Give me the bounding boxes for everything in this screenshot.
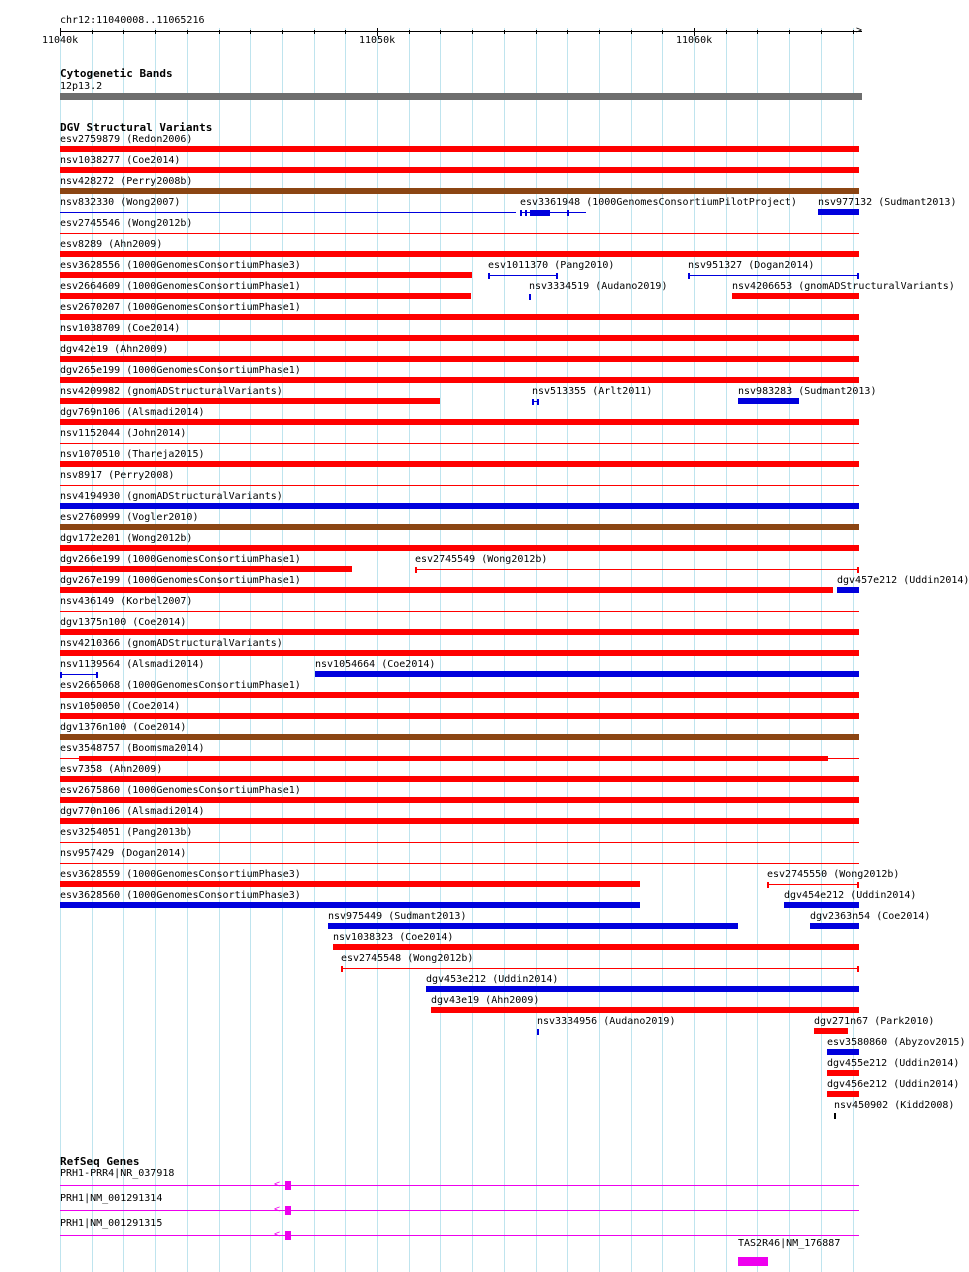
variant-label[interactable]: dgv770n106 (Alsmadi2014) (60, 806, 205, 817)
variant-label[interactable]: nsv983283 (Sudmant2013) (738, 386, 877, 397)
variant-label[interactable]: nsv977132 (Sudmant2013) (818, 197, 957, 208)
gene-label[interactable]: PRH1|NM_001291314 (60, 1193, 163, 1204)
variant-label[interactable]: dgv456e212 (Uddin2014) (827, 1079, 960, 1090)
gene-label[interactable]: PRH1|NM_001291315 (60, 1218, 163, 1229)
variant-label[interactable]: nsv1050050 (Coe2014) (60, 701, 181, 712)
variant-label[interactable]: dgv769n106 (Alsmadi2014) (60, 407, 205, 418)
variant-label[interactable]: nsv4210366 (gnomADStructuralVariants) (60, 638, 283, 649)
variant-bar[interactable] (60, 419, 859, 425)
ruler-tick (409, 30, 410, 34)
variant-label[interactable]: esv3580860 (Abyzov2015) (827, 1037, 966, 1048)
variant-bar[interactable] (60, 314, 859, 320)
variant-exon (567, 210, 569, 216)
variant-end-mark (857, 567, 859, 573)
variant-label[interactable]: dgv1376n100 (Coe2014) (60, 722, 187, 733)
variant-label[interactable]: nsv4194930 (gnomADStructuralVariants) (60, 491, 283, 502)
variant-label[interactable]: esv2759879 (Redon2006) (60, 134, 193, 145)
variant-line[interactable] (60, 842, 859, 843)
refseq-track-title: RefSeq Genes (60, 1155, 140, 1168)
ruler-axis (60, 31, 862, 32)
variant-bar[interactable] (818, 209, 859, 215)
strand-arrow: < (274, 1179, 281, 1190)
variant-bar[interactable] (315, 671, 859, 677)
variant-bar[interactable] (60, 251, 859, 257)
variant-label[interactable]: nsv1070510 (Thareja2015) (60, 449, 205, 460)
variant-label[interactable]: nsv1038323 (Coe2014) (333, 932, 454, 943)
variant-bar[interactable] (60, 335, 859, 341)
variant-label[interactable]: esv2745550 (Wong2012b) (767, 869, 900, 880)
ruler-tick (599, 30, 600, 34)
variant-bar[interactable] (60, 146, 859, 152)
variant-bar[interactable] (60, 566, 352, 572)
variant-bar[interactable] (60, 398, 440, 404)
variant-label[interactable]: esv2675860 (1000GenomesConsortiumPhase1) (60, 785, 301, 796)
variant-label[interactable]: nsv513355 (Arlt2011) (532, 386, 653, 397)
variant-label[interactable]: esv3548757 (Boomsma2014) (60, 743, 205, 754)
variant-line[interactable] (60, 233, 859, 234)
gene-intron-line[interactable] (60, 1185, 859, 1186)
variant-bar[interactable] (529, 294, 531, 300)
variant-label[interactable]: nsv1038277 (Coe2014) (60, 155, 181, 166)
variant-label[interactable]: dgv265e199 (1000GenomesConsortiumPhase1) (60, 365, 301, 376)
variant-line[interactable] (60, 443, 859, 444)
variant-label[interactable]: esv2745549 (Wong2012b) (415, 554, 548, 565)
cytoband-track-title: Cytogenetic Bands (60, 67, 173, 80)
ruler-tick (314, 30, 315, 34)
variant-label[interactable]: nsv4206653 (gnomADStructuralVariants) (732, 281, 955, 292)
variant-bar[interactable] (814, 1028, 848, 1034)
variant-bar[interactable] (834, 1113, 836, 1119)
variant-label[interactable]: nsv957429 (Dogan2014) (60, 848, 187, 859)
variant-end-mark (60, 672, 62, 678)
variant-line[interactable] (60, 863, 859, 864)
variant-bar[interactable] (60, 692, 859, 698)
variant-label[interactable]: esv3361948 (1000GenomesConsortiumPilotProject) (520, 197, 797, 208)
ruler-tick (472, 30, 473, 34)
region-label: chr12:11040008..11065216 (60, 15, 205, 26)
variant-label[interactable]: esv2760999 (Vogler2010) (60, 512, 199, 523)
variant-bar[interactable] (79, 756, 828, 761)
variant-label[interactable]: nsv951327 (Dogan2014) (688, 260, 815, 271)
ruler-tick (123, 30, 124, 34)
ruler-tick (757, 30, 758, 34)
variant-end-mark (857, 966, 859, 972)
variant-bar[interactable] (431, 1007, 859, 1013)
variant-end-mark (341, 966, 343, 972)
variant-label[interactable]: nsv450902 (Kidd2008) (834, 1100, 955, 1111)
ruler-tick (155, 30, 156, 34)
variant-end-mark (415, 567, 417, 573)
variant-end-mark (857, 882, 859, 888)
variant-label[interactable]: dgv267e199 (1000GenomesConsortiumPhase1) (60, 575, 301, 586)
ruler-tick (440, 30, 441, 34)
gene-intron-line[interactable] (60, 1210, 859, 1211)
variant-label[interactable]: nsv1038709 (Coe2014) (60, 323, 181, 334)
variant-label[interactable]: nsv8917 (Perry2008) (60, 470, 175, 481)
variant-bar[interactable] (60, 167, 859, 173)
variant-label[interactable]: esv7358 (Ahn2009) (60, 764, 163, 775)
ruler-tick (250, 30, 251, 34)
variant-bar[interactable] (60, 881, 640, 887)
variant-exon (525, 210, 527, 216)
variant-bar[interactable] (60, 587, 833, 593)
variant-bar[interactable] (837, 587, 859, 593)
variant-label[interactable]: dgv457e212 (Uddin2014) (837, 575, 969, 586)
variant-bar[interactable] (738, 398, 799, 404)
variant-line[interactable] (60, 212, 516, 213)
variant-label[interactable]: nsv1054664 (Coe2014) (315, 659, 436, 670)
variant-bar[interactable] (60, 797, 859, 803)
variant-bar[interactable] (60, 293, 471, 299)
variant-bar[interactable] (60, 629, 859, 635)
variant-label[interactable]: nsv975449 (Sudmant2013) (328, 911, 467, 922)
ruler-tick (567, 30, 568, 34)
variant-end-mark (556, 273, 558, 279)
variant-label[interactable]: dgv1375n100 (Coe2014) (60, 617, 187, 628)
ruler-tick (219, 30, 220, 34)
variant-bar[interactable] (60, 776, 859, 782)
variant-label[interactable]: nsv4209982 (gnomADStructuralVariants) (60, 386, 283, 397)
variant-bar[interactable] (784, 902, 859, 908)
ruler-tick (726, 30, 727, 34)
variant-end-mark (688, 273, 690, 279)
variant-label[interactable]: dgv454e212 (Uddin2014) (784, 890, 917, 901)
variant-bar[interactable] (60, 650, 859, 656)
variant-line[interactable] (60, 485, 859, 486)
variant-label[interactable]: dgv43e19 (Ahn2009) (431, 995, 540, 1006)
gene-exon[interactable] (285, 1181, 291, 1190)
variant-end-mark (537, 399, 539, 405)
variant-label[interactable]: nsv3334956 (Audano2019) (537, 1016, 676, 1027)
variant-line[interactable] (688, 275, 859, 276)
ruler-tick-label: 11050k (359, 35, 396, 46)
variant-label[interactable]: dgv2363n54 (Coe2014) (810, 911, 931, 922)
variant-line[interactable] (488, 275, 558, 276)
dgv-track-title: DGV Structural Variants (60, 121, 213, 134)
variant-line[interactable] (60, 611, 859, 612)
variant-bar[interactable] (60, 272, 472, 278)
variant-bar[interactable] (60, 503, 859, 509)
ruler-arrow: > (856, 25, 863, 36)
variant-label[interactable]: nsv1152044 (John2014) (60, 428, 187, 439)
variant-line[interactable] (415, 569, 859, 570)
ruler-tick (504, 30, 505, 34)
variant-bar[interactable] (732, 293, 859, 299)
ruler-tick (789, 30, 790, 34)
variant-bar[interactable] (333, 944, 859, 950)
variant-end-mark (767, 882, 769, 888)
variant-label[interactable]: dgv453e212 (Uddin2014) (426, 974, 559, 985)
ruler-tick (345, 30, 346, 34)
variant-bar[interactable] (537, 1029, 539, 1035)
gene-block[interactable] (738, 1257, 768, 1266)
variant-end-mark (488, 273, 490, 279)
variant-label[interactable]: esv2745546 (Wong2012b) (60, 218, 193, 229)
gene-label[interactable]: PRH1-PRR4|NR_037918 (60, 1168, 175, 1179)
variant-label[interactable]: esv2745548 (Wong2012b) (341, 953, 474, 964)
variant-bar[interactable] (60, 524, 859, 530)
variant-bar[interactable] (60, 377, 859, 383)
variant-label[interactable]: nsv428272 (Perry2008b) (60, 176, 193, 187)
variant-label[interactable]: esv3628559 (1000GenomesConsortiumPhase3) (60, 869, 301, 880)
ruler-tick (92, 30, 93, 34)
variant-bar[interactable] (426, 986, 859, 992)
variant-label[interactable]: dgv42e19 (Ahn2009) (60, 344, 169, 355)
ruler-tick (282, 30, 283, 34)
ruler-tick-label: 11060k (676, 35, 713, 46)
variant-line[interactable] (341, 968, 859, 969)
ruler-tick (631, 30, 632, 34)
ruler-tick (662, 30, 663, 34)
ruler-tick-label: 11040k (42, 35, 79, 46)
variant-bar[interactable] (810, 923, 859, 929)
variant-bar[interactable] (60, 713, 859, 719)
variant-label[interactable]: esv1011370 (Pang2010) (488, 260, 615, 271)
ruler-tick (536, 30, 537, 34)
variant-end-mark (532, 399, 534, 405)
variant-bar[interactable] (60, 818, 859, 824)
gene-exon[interactable] (285, 1206, 291, 1215)
variant-label[interactable]: esv3254051 (Pang2013b) (60, 827, 193, 838)
variant-label[interactable]: esv8289 (Ahn2009) (60, 239, 163, 250)
variant-label[interactable]: nsv1139564 (Alsmadi2014) (60, 659, 205, 670)
variant-label[interactable]: esv2664609 (1000GenomesConsortiumPhase1) (60, 281, 301, 292)
variant-label[interactable]: esv2665068 (1000GenomesConsortiumPhase1) (60, 680, 301, 691)
ruler-tick (821, 30, 822, 34)
variant-line[interactable] (60, 674, 98, 675)
variant-bar[interactable] (827, 1070, 859, 1076)
variant-label[interactable]: nsv832330 (Wong2007) (60, 197, 181, 208)
gene-exon[interactable] (285, 1231, 291, 1240)
strand-arrow: < (274, 1204, 281, 1215)
cytoband-label[interactable]: 12p13.2 (60, 81, 103, 92)
variant-exon (530, 210, 550, 216)
variant-bar[interactable] (60, 902, 640, 908)
variant-bar[interactable] (60, 188, 859, 194)
gene-intron-line[interactable] (60, 1235, 859, 1236)
variant-label[interactable]: esv3628560 (1000GenomesConsortiumPhase3) (60, 890, 301, 901)
variant-bar[interactable] (60, 461, 859, 467)
variant-label[interactable]: esv3628556 (1000GenomesConsortiumPhase3) (60, 260, 301, 271)
variant-bar[interactable] (328, 923, 738, 929)
ruler-tick (853, 30, 854, 34)
cytoband-bar[interactable] (60, 93, 862, 100)
variant-label[interactable]: esv2670207 (1000GenomesConsortiumPhase1) (60, 302, 301, 313)
ruler-tick (187, 30, 188, 34)
variant-end-mark (857, 273, 859, 279)
variant-bar[interactable] (60, 734, 859, 740)
strand-arrow: < (274, 1229, 281, 1240)
variant-end-mark (96, 672, 98, 678)
variant-label[interactable]: dgv172e201 (Wong2012b) (60, 533, 193, 544)
gene-label[interactable]: TAS2R46|NM_176887 (738, 1238, 841, 1249)
variant-label[interactable]: dgv455e212 (Uddin2014) (827, 1058, 960, 1069)
variant-bar[interactable] (827, 1091, 859, 1097)
variant-bar[interactable] (60, 356, 859, 362)
variant-bar[interactable] (60, 545, 859, 551)
variant-line[interactable] (767, 884, 859, 885)
variant-label[interactable]: dgv266e199 (1000GenomesConsortiumPhase1) (60, 554, 301, 565)
variant-exon (520, 210, 522, 216)
variant-label[interactable]: nsv3334519 (Audano2019) (529, 281, 668, 292)
variant-label[interactable]: nsv436149 (Korbel2007) (60, 596, 193, 607)
variant-bar[interactable] (827, 1049, 859, 1055)
variant-label[interactable]: dgv271n67 (Park2010) (814, 1016, 935, 1027)
